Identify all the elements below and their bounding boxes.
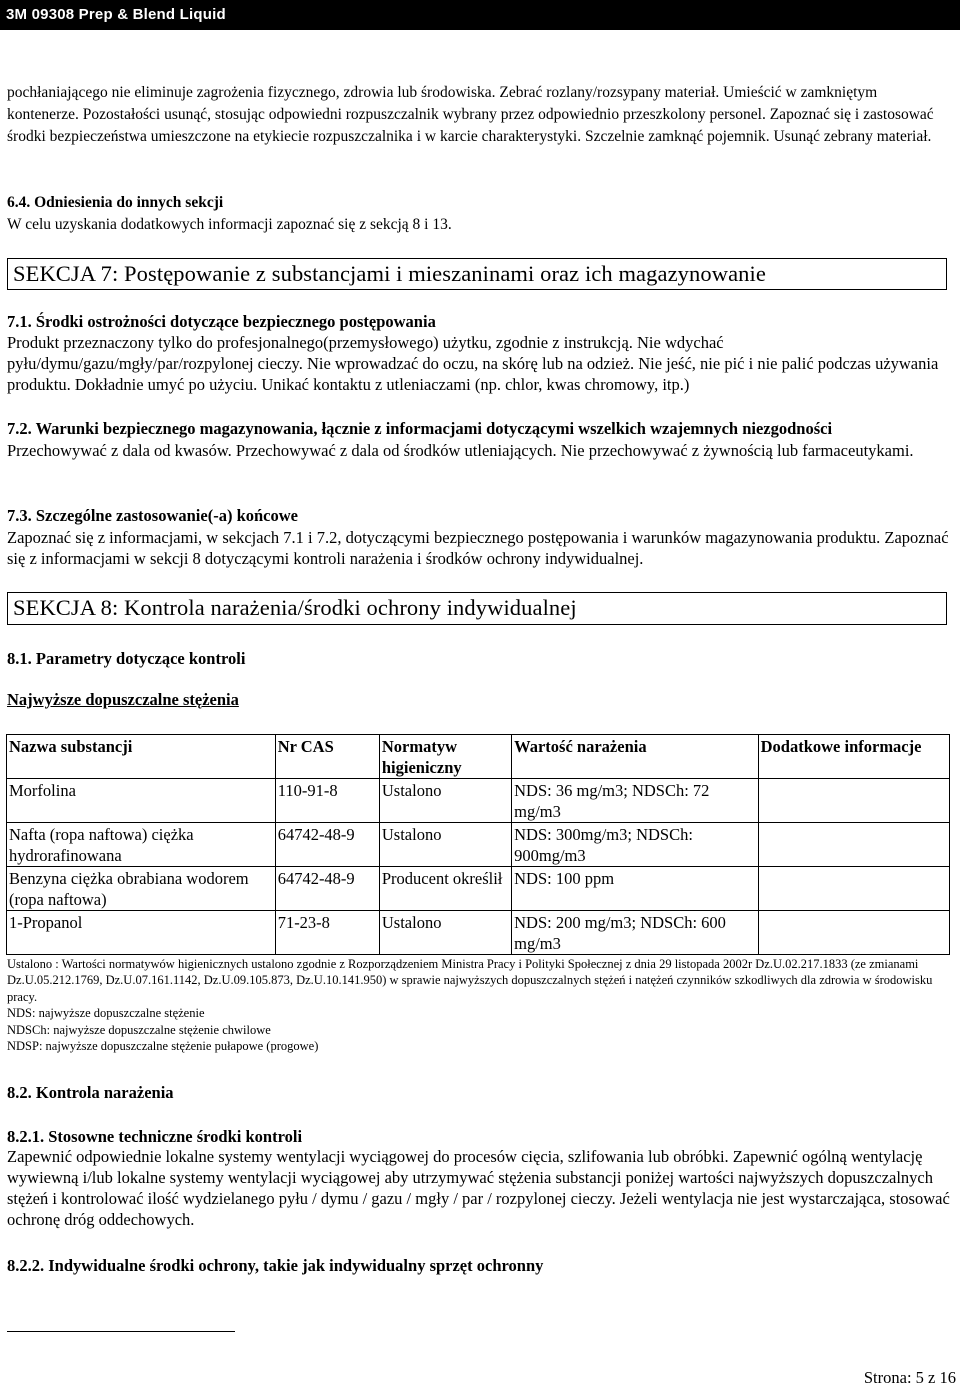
section-8-heading: SEKCJA 8: Kontrola narażenia/środki ochrony indywidualnej bbox=[7, 592, 947, 625]
cell-standard: Ustalono bbox=[379, 911, 511, 955]
header-cas-number: Nr CAS bbox=[275, 735, 379, 779]
cell-cas: 71-23-8 bbox=[275, 911, 379, 955]
header-hygiene-standard: Normatyw higieniczny bbox=[379, 735, 511, 779]
cell-substance: 1-Propanol bbox=[7, 911, 276, 955]
cell-value: NDS: 200 mg/m3; NDSCh: 600 mg/m3 bbox=[512, 911, 758, 955]
heading-7-2: 7.2. Warunki bezpiecznego magazynowania, łącznie z informacjami dotyczącymi wszelkich wzajemnych niezgodności bbox=[7, 419, 833, 438]
header-substance-name: Nazwa substancji bbox=[7, 735, 276, 779]
paragraph-8-2-1: Zapewnić odpowiednie lokalne systemy wentylacji wyciągowej do procesów cięcia, szlifowania lub obróbki. Zapewnić ogólną wentylację wywiewną i/lub lokalne systemy wentylacji wyciągowej aby utrzymywać stężenia substancji poniżej wartości najwyższych dopuszczalnych stężeń i kontrolować ilość wydzielanego pyłu / dymu / gazu / mgły / par / rozpylonej cieczy. Jeżeli wentylacja nie jest wystarczająca, stosować ochronę dróg oddechowych. bbox=[7, 1147, 950, 1229]
cell-substance: Morfolina bbox=[7, 779, 276, 823]
paragraph-7-3: Zapoznać się z informacjami, w sekcjach 7.1 i 7.2, dotyczącymi bezpiecznego postępowania i warunków magazynowania produktu. Zapoznać się z informacjami w sekcji 8 dotyczącymi kontroli narażenia i środków ochrony indywidualnej. bbox=[7, 528, 949, 568]
table-row bbox=[7, 867, 950, 911]
paragraph-7-1: Produkt przeznaczony tylko do profesjonalnego(przemysłowego) użytku, zgodnie z instrukcją. Nie wdychać pyłu/dymu/gazu/mgły/par/rozpylonej cieczy. Nie wprowadzać do oczu, na skórę lub na odzież. Nie jeść, nie pić i nie palić podczas używania produktu. Dokładnie umyć po użyciu. Unikać kontaktu z utleniaczami (np. chlor, kwas chromowy, itp.) bbox=[7, 333, 939, 394]
table-notes bbox=[7, 956, 951, 1054]
note-ndsch: NDSCh: najwyższe dopuszczalne stężenie chwilowe bbox=[7, 1022, 271, 1037]
table-row bbox=[7, 823, 950, 867]
heading-8-2-1: 8.2.1. Stosowne techniczne środki kontroli bbox=[7, 1127, 303, 1146]
heading-8-2: 8.2. Kontrola narażenia bbox=[7, 1083, 174, 1102]
cell-substance: Nafta (ropa naftowa) ciężka hydrorafinowana bbox=[7, 823, 276, 867]
exposure-limits-label: Najwyższe dopuszczalne stężenia bbox=[7, 690, 239, 709]
page-number: Strona: 5 z 16 bbox=[863, 1368, 956, 1387]
heading-7-3: 7.3. Szczególne zastosowanie(-a) końcowe bbox=[7, 506, 298, 525]
cell-standard: Ustalono bbox=[379, 779, 511, 823]
cell-cas: 64742-48-9 bbox=[275, 867, 379, 911]
cell-standard: Producent określił bbox=[379, 867, 511, 911]
footer-divider bbox=[7, 1331, 235, 1332]
header-exposure-value: Wartość narażenia bbox=[512, 735, 758, 779]
heading-8-2-2: 8.2.2. Indywidualne środki ochrony, takie jak indywidualny sprzęt ochronny bbox=[7, 1256, 544, 1275]
paragraph-7-2: Przechowywać z dala od kwasów. Przechowywać z dala od środków utleniających. Nie przechowywać z żywnością lub farmaceutykami. bbox=[7, 441, 914, 460]
note-ustalono: Ustalono : Wartości normatywów higienicznych ustalono zgodnie z Rozporządzeniem Ministra Pracy i Polityki Społecznej z dnia 29 listopada 2002r Dz.U.02.217.1833 (ze zmianami Dz.U.05.212.1769, Dz.U.07.161.1142, Dz.U.09.105.873, Dz.U.10.141.950) w sprawie najwyższych dopuszczalnych stężeń i natężeń czynników szkodliwych dla zdrowia w środowisku pracy. bbox=[7, 957, 933, 1004]
cell-info bbox=[758, 823, 949, 867]
heading-7-1: 7.1. Środki ostrożności dotyczące bezpiecznego postępowania bbox=[7, 312, 436, 331]
heading-6-4: 6.4. Odniesienia do innych sekcji bbox=[7, 194, 224, 211]
cell-substance: Benzyna ciężka obrabiana wodorem (ropa naftowa) bbox=[7, 867, 276, 911]
heading-8-1: 8.1. Parametry dotyczące kontroli bbox=[7, 649, 246, 668]
cell-value: NDS: 100 ppm bbox=[512, 867, 758, 911]
table-row bbox=[7, 911, 950, 955]
cell-cas: 110-91-8 bbox=[275, 779, 379, 823]
document-title: 3M 09308 Prep & Blend Liquid bbox=[6, 6, 226, 23]
table-header-row bbox=[7, 735, 950, 779]
cell-info bbox=[758, 779, 949, 823]
cell-info bbox=[758, 911, 949, 955]
table-row bbox=[7, 779, 950, 823]
section-7-heading: SEKCJA 7: Postępowanie z substancjami i mieszaninami oraz ich magazynowanie bbox=[7, 258, 947, 290]
paragraph-6-4: W celu uzyskania dodatkowych informacji zapoznać się z sekcją 8 i 13. bbox=[7, 216, 452, 233]
exposure-limits-table bbox=[6, 734, 950, 955]
document-header-bar bbox=[0, 0, 960, 30]
cell-cas: 64742-48-9 bbox=[275, 823, 379, 867]
cell-value: NDS: 300mg/m3; NDSCh: 900mg/m3 bbox=[512, 823, 758, 867]
note-ndsp: NDSP: najwyższe dopuszczalne stężenie pułapowe (progowe) bbox=[7, 1039, 319, 1054]
cell-standard: Ustalono bbox=[379, 823, 511, 867]
header-additional-info: Dodatkowe informacje bbox=[758, 735, 949, 779]
subheading-exposure-limits bbox=[7, 689, 951, 710]
cell-value: NDS: 36 mg/m3; NDSCh: 72 mg/m3 bbox=[512, 779, 758, 823]
note-nds: NDS: najwyższe dopuszczalne stężenie bbox=[7, 1006, 205, 1021]
cell-info bbox=[758, 867, 949, 911]
s6-continued-paragraph: pochłaniającego nie eliminuje zagrożenia fizycznego, zdrowia lub środowiska. Zebrać rozlany/rozsypany materiał. Umieścić w zamkniętym kontenerze. Pozostałości usunąć, stosując odpowiedni rozpuszczalnik wybrany przez odpowiednio przeszkolony personel. Zapoznać się i zastosować środki bezpieczeństwa umieszczone na etykiecie rozpuszczalnika i w karcie charakterystyki. Szczelnie zamknąć pojemnik. Usunąć zebrany materiał. bbox=[7, 84, 934, 145]
